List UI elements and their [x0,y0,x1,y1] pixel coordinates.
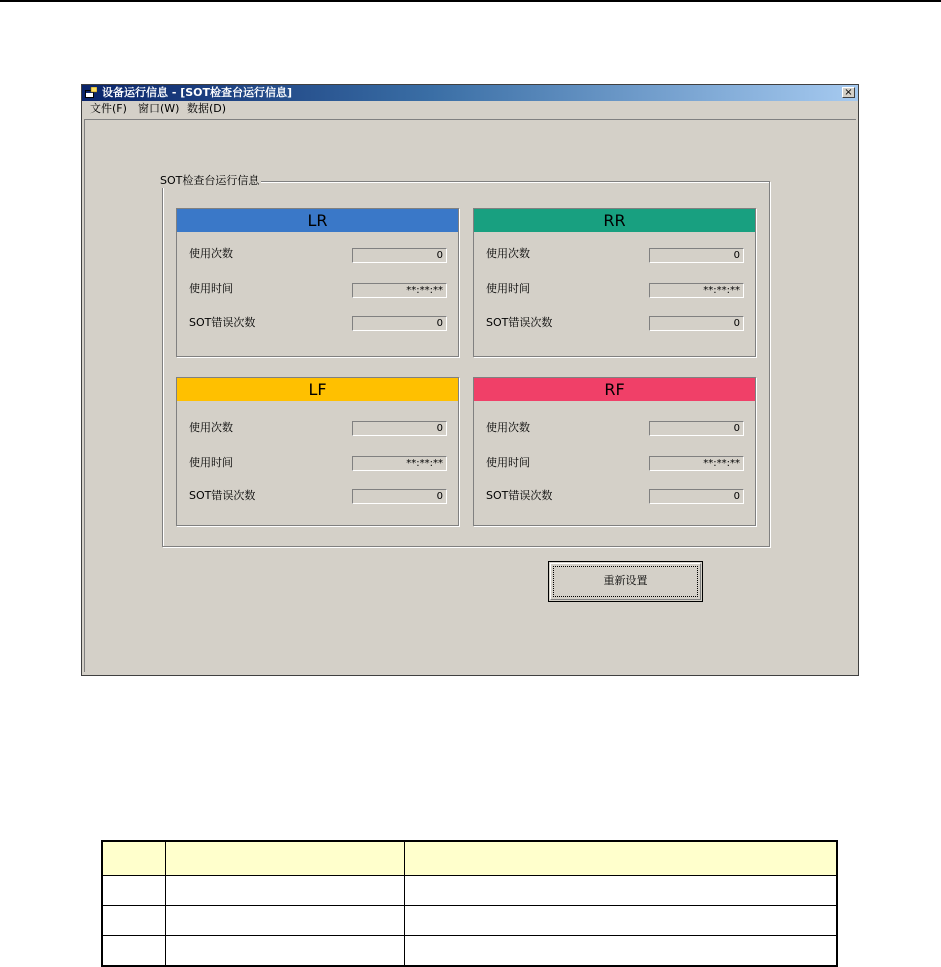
usage-time-label: 使用时间 [189,456,233,469]
usage-count-label: 使用次数 [189,247,233,260]
panel-lr [176,208,459,357]
usage-count-label: 使用次数 [189,421,233,434]
usage-count-field: 0 [352,248,447,263]
usage-count-field: 0 [352,421,447,436]
menu-bar [82,101,858,117]
table-row [102,905,837,935]
panel-lf [176,377,459,526]
table-cell [165,905,404,935]
table-cell [404,875,837,905]
sot-error-count-label: SOT错误次数 [189,489,256,502]
usage-count-field: 0 [649,421,744,436]
sot-error-count-field: 0 [352,489,447,504]
app-window-icon [85,87,97,98]
app-window [81,84,859,676]
sot-error-count-label: SOT错误次数 [189,316,256,329]
table-header-cell [102,841,165,875]
info-table [101,840,838,967]
sot-error-count-field: 0 [649,316,744,331]
sot-error-count-field: 0 [649,489,744,504]
table-cell [102,936,165,966]
menu-data[interactable]: 数据(D) [187,102,227,115]
title-bar[interactable] [82,85,858,101]
usage-time-label: 使用时间 [486,456,530,469]
usage-count-field: 0 [649,248,744,263]
menu-window[interactable]: 窗口(W) [138,102,180,115]
table-header-cell [404,841,837,875]
table-cell [404,905,837,935]
page-top-rule [0,0,941,2]
table-row [102,936,837,966]
usage-count-label: 使用次数 [486,421,530,434]
panel-header-rf: RF [474,378,755,401]
table-cell [165,936,404,966]
usage-time-field: **:**:** [352,283,447,298]
menu-file[interactable]: 文件(F) [90,102,127,115]
sot-error-count-label: SOT错误次数 [486,489,553,502]
sot-error-count-label: SOT错误次数 [486,316,553,329]
panel-header-rr: RR [474,209,755,232]
panel-rf [473,377,756,526]
table-cell [404,936,837,966]
usage-time-field: **:**:** [649,456,744,471]
usage-time-field: **:**:** [649,283,744,298]
sot-error-count-field: 0 [352,316,447,331]
usage-time-label: 使用时间 [189,282,233,295]
window-title: 设备运行信息 - [SOT检查台运行信息] [102,86,293,99]
table-cell [102,875,165,905]
table-header-row [102,841,837,875]
usage-count-label: 使用次数 [486,247,530,260]
table-cell [102,905,165,935]
groupbox-label: SOT检查台运行信息 [160,174,260,187]
table-cell [165,875,404,905]
close-button[interactable]: × [842,87,855,98]
table-row [102,875,837,905]
panel-header-lr: LR [177,209,458,232]
panel-header-lf: LF [177,378,458,401]
panel-rr [473,208,756,357]
table-header-cell [165,841,404,875]
usage-time-label: 使用时间 [486,282,530,295]
reset-button[interactable] [548,561,703,602]
reset-button-label: 重新设置 [603,574,648,587]
usage-time-field: **:**:** [352,456,447,471]
